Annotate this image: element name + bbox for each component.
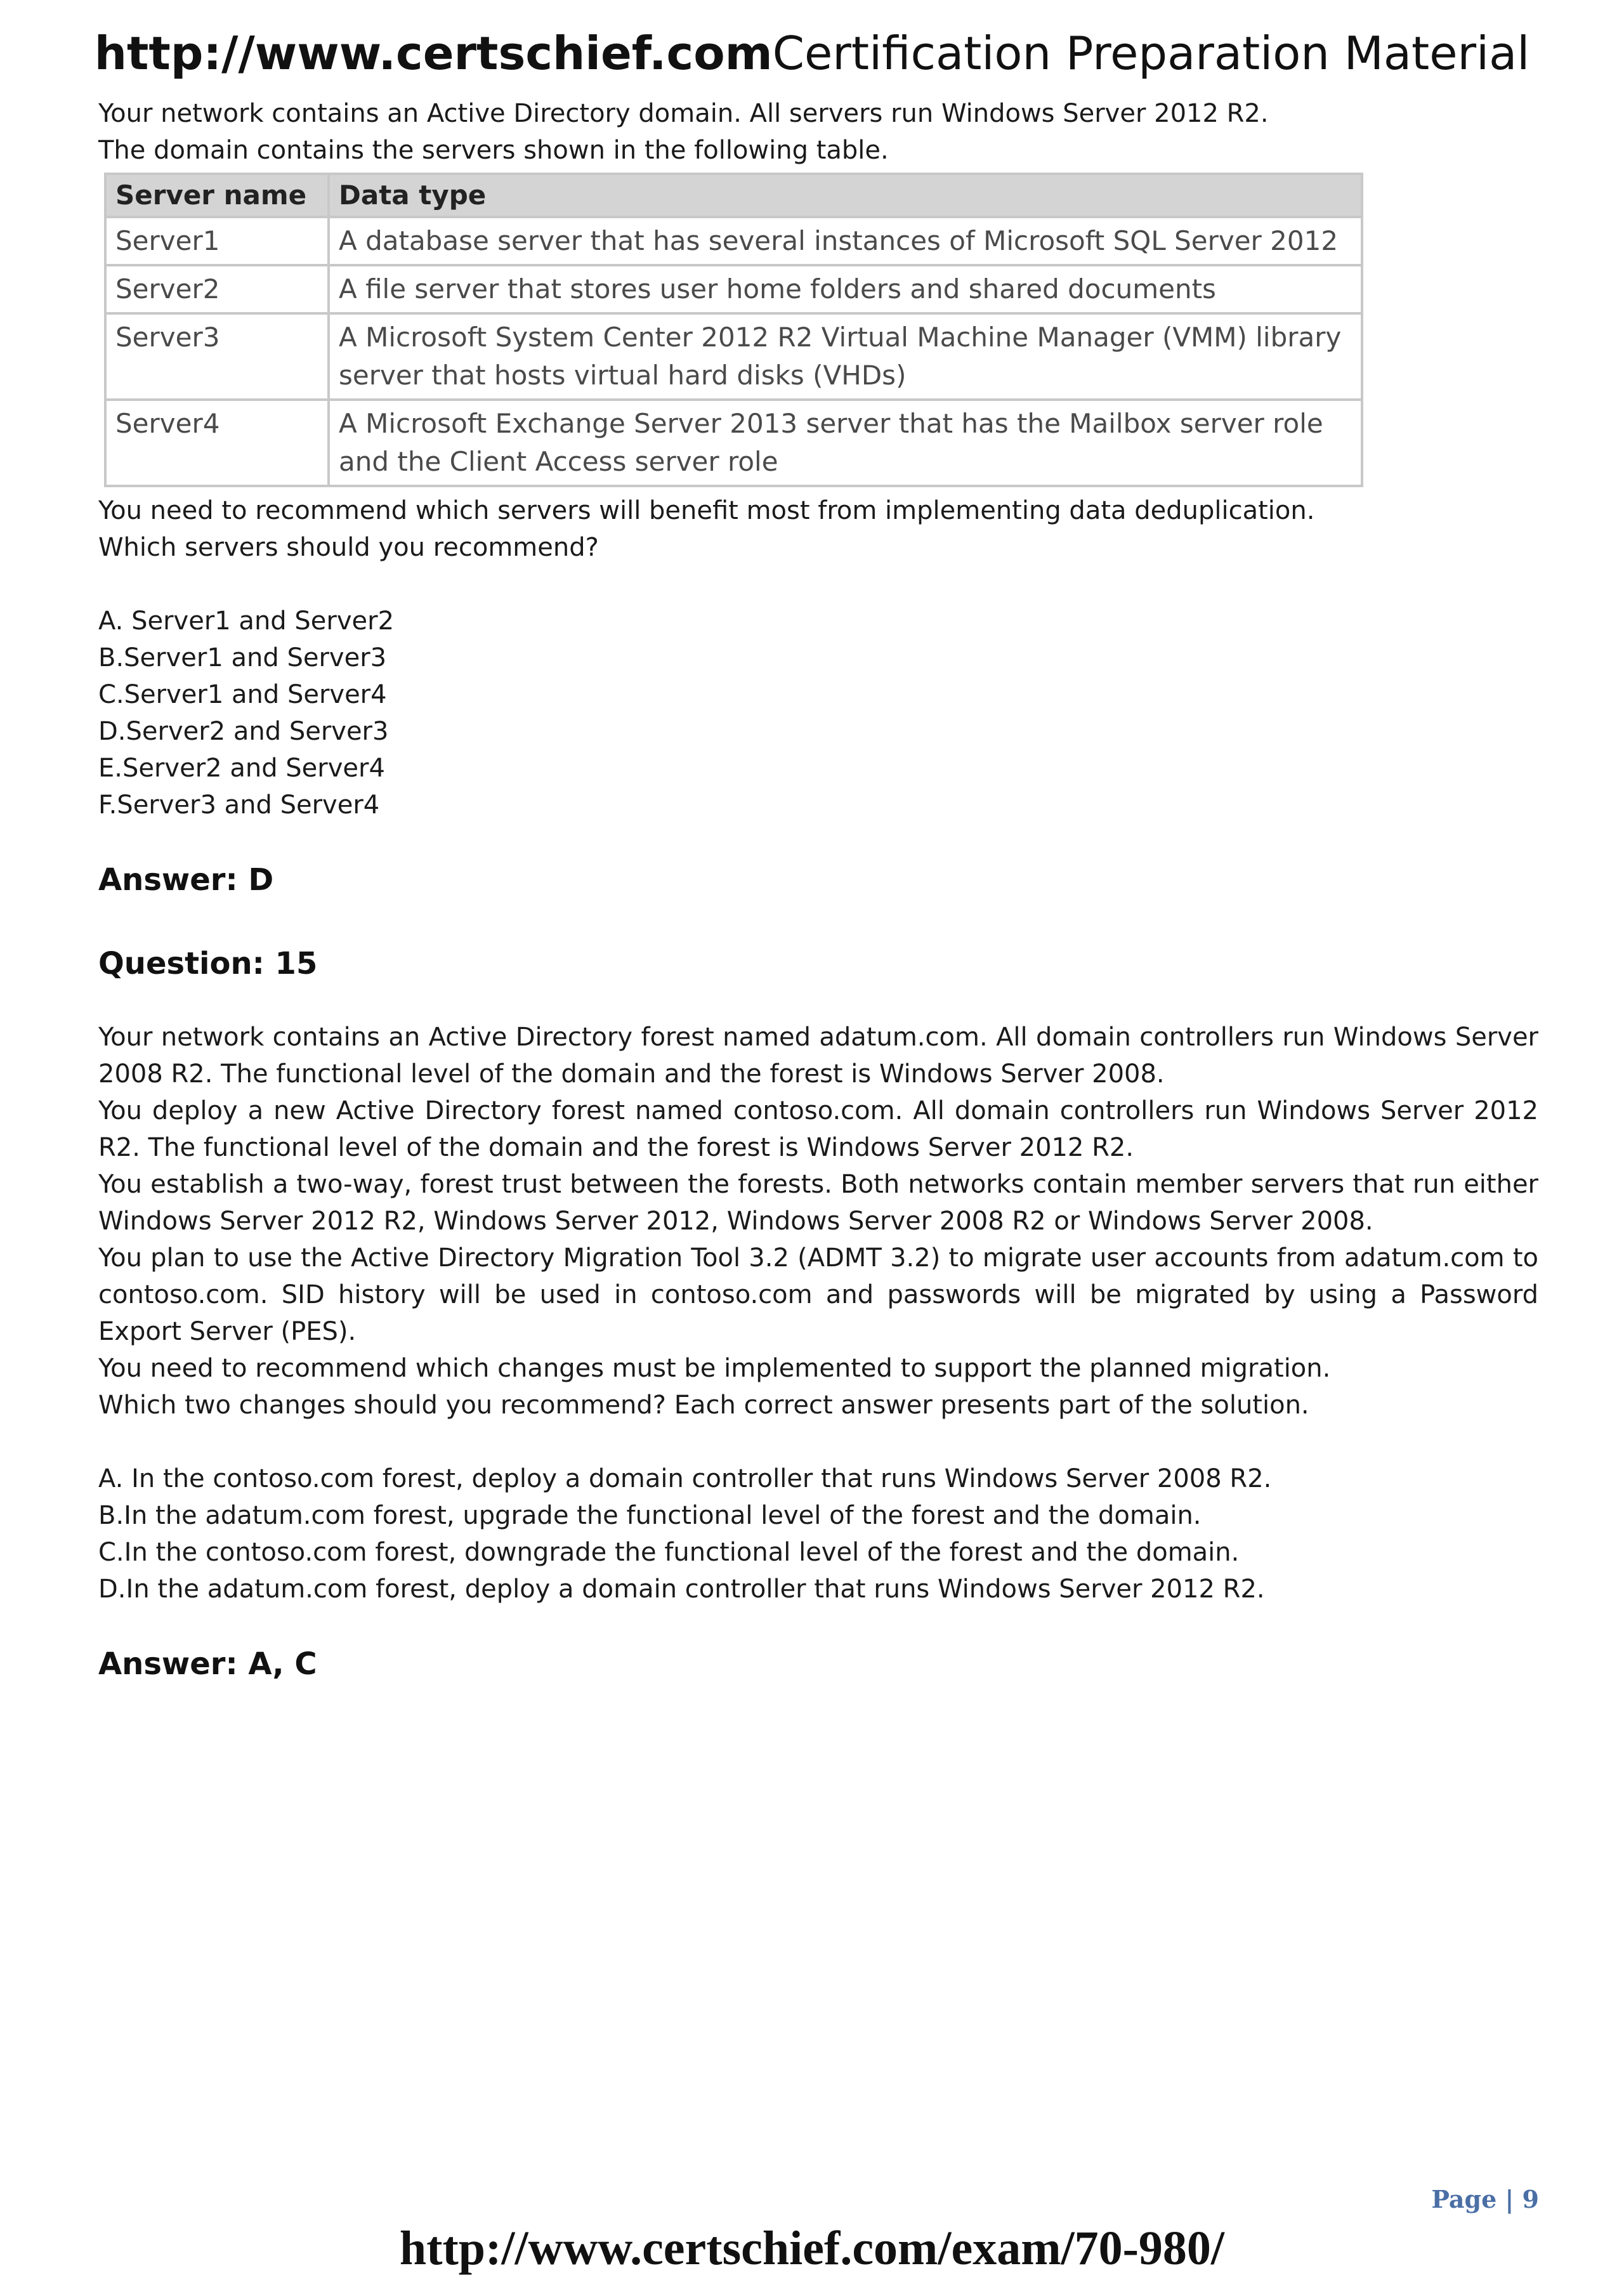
q14-option-e: E.Server2 and Server4 — [98, 754, 385, 783]
q15-paragraph-6: Which two changes should you recommend? Each correct answer presents part of the solution. — [98, 1391, 1309, 1420]
q15-option-b: B.In the adatum.com forest, upgrade the functional level of the forest and the domain. — [98, 1501, 1202, 1530]
q15-paragraph-4: You plan to use the Active Directory Migration Tool 3.2 (ADMT 3.2) to migrate user accounts from adatum.com to contoso.com. SID history will be used in contoso.com and passwords will be migrated by using a Password Export Server (PES). — [98, 1243, 1538, 1346]
q14-after-line-1: You need to recommend which servers will benefit most from implementing data deduplication. — [98, 496, 1315, 525]
q15-option-d: D.In the adatum.com forest, deploy a domain controller that runs Windows Server 2012 R2. — [98, 1575, 1265, 1604]
header-tagline: Certification Preparation Material — [772, 27, 1530, 80]
q14-option-d: D.Server2 and Server3 — [98, 717, 389, 746]
q15-options — [98, 1460, 1538, 1608]
server-name-cell: Server2 — [105, 265, 329, 313]
question-14 — [98, 95, 1538, 902]
q15-paragraph-5: You need to recommend which changes must be implemented to support the planned migration. — [98, 1354, 1331, 1383]
q14-option-a: A. Server1 and Server2 — [98, 606, 395, 636]
column-header-data-type: Data type — [329, 174, 1362, 217]
table-row — [105, 400, 1362, 486]
q14-options — [98, 603, 1538, 823]
page-header — [0, 23, 1624, 84]
server-name-cell: Server3 — [105, 313, 329, 400]
table-row — [105, 313, 1362, 400]
server-name-cell: Server1 — [105, 217, 329, 265]
q14-option-b: B.Server1 and Server3 — [98, 643, 387, 672]
q14-stem-line-2: The domain contains the servers shown in the following table. — [98, 136, 889, 165]
q15-paragraph-3: You establish a two-way, forest trust between the forests. Both networks contain member servers that run either Windows Server 2012 R2, Windows Server 2012, Windows Server 2008 R2 or Windows Server 2008. — [98, 1170, 1538, 1236]
q14-answer: Answer: D — [98, 862, 274, 898]
q15-body — [98, 1019, 1538, 1424]
column-header-server-name: Server name — [105, 174, 329, 217]
q14-option-f: F.Server3 and Server4 — [98, 790, 380, 820]
q14-after-line-2: Which servers should you recommend? — [98, 533, 599, 562]
q15-option-c: C.In the contoso.com forest, downgrade the functional level of the forest and the domain. — [98, 1538, 1240, 1567]
question-15 — [98, 941, 1538, 1686]
server-table — [104, 173, 1363, 487]
data-type-cell: A file server that stores user home folders and shared documents — [329, 265, 1362, 313]
q15-option-a: A. In the contoso.com forest, deploy a domain controller that runs Windows Server 2008 R2. — [98, 1464, 1272, 1493]
q14-option-c: C.Server1 and Server4 — [98, 680, 387, 709]
q15-paragraph-1: Your network contains an Active Directory forest named adatum.com. All domain controllers run Windows Server 2008 R2. The functional level of the domain and the forest is Windows Server 2008. — [98, 1023, 1538, 1089]
footer-url[interactable]: http://www.certschief.com/exam/70-980/ — [399, 2222, 1225, 2275]
q15-paragraph-2: You deploy a new Active Directory forest named contoso.com. All domain controllers run Windows Server 2012 R2. The functional level of the domain and the forest is Windows Server 2012 R2. — [98, 1096, 1538, 1162]
page-number: Page | 9 — [1431, 2185, 1539, 2213]
table-header-row — [105, 174, 1362, 217]
data-type-cell: A Microsoft System Center 2012 R2 Virtual Machine Manager (VMM) library server that hosts virtual hard disks (VHDs) — [329, 313, 1362, 400]
q14-stem-line-1: Your network contains an Active Directory domain. All servers run Windows Server 2012 R2. — [98, 99, 1269, 128]
header-site-url[interactable]: http://www.certschief.com — [94, 27, 773, 80]
data-type-cell: A Microsoft Exchange Server 2013 server that has the Mailbox server role and the Client Access server role — [329, 400, 1362, 486]
page-content — [98, 95, 1538, 1686]
table-row — [105, 217, 1362, 265]
q15-title: Question: 15 — [98, 946, 318, 981]
table-row — [105, 265, 1362, 313]
server-name-cell: Server4 — [105, 400, 329, 486]
q15-answer: Answer: A, C — [98, 1646, 317, 1682]
data-type-cell: A database server that has several instances of Microsoft SQL Server 2012 — [329, 217, 1362, 265]
